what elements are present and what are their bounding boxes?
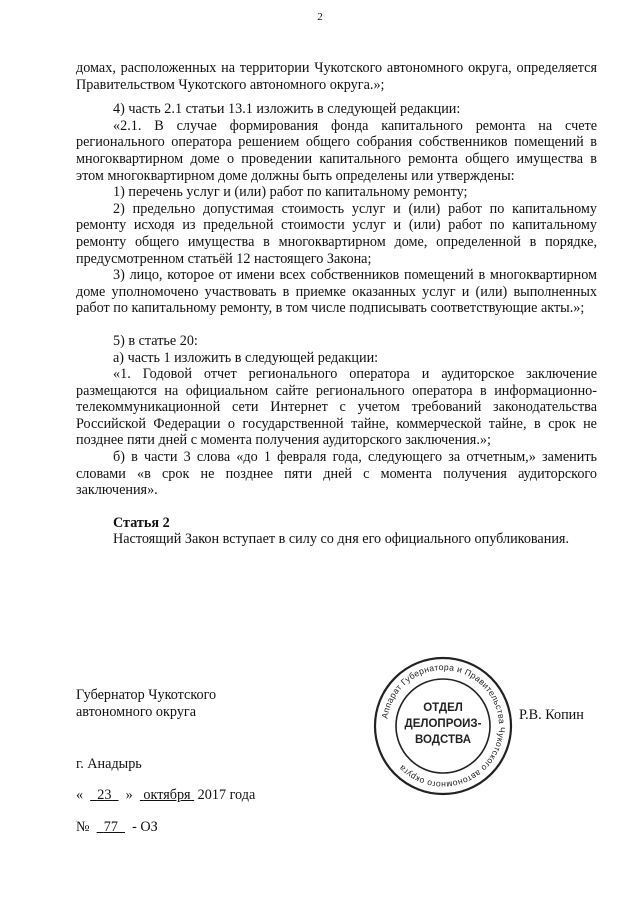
date-day: [90, 787, 118, 803]
paragraph: «1. Годовой отчет регионального оператора и аудиторское заключение размещаются на официальном сайте регионального оператора в информационно-телекоммуникационной сети Интернет с учетом требований законодательства Российской Федерации о государственной тайне, коммерческой тайне, в срок не позднее пяти дней с момента получения аудиторского заключения.»;: [76, 366, 597, 449]
paragraph: домах, расположенных на территории Чукотского автономного округа, определяется Правительством Чукотского автономного округа.»;: [76, 60, 597, 93]
law-number: [76, 819, 158, 836]
page-number: 2: [317, 11, 323, 23]
paragraph: 4) часть 2.1 статьи 13.1 изложить в следующей редакции:: [113, 101, 461, 118]
paragraph: «2.1. В случае формирования фонда капитального ремонта на счете регионального оператора решением общего собрания собственников помещений в многоквартирном доме о проведении капитального ремонта общего имущества в этом многоквартирном доме должны быть определены или утверждены:: [76, 117, 597, 184]
office-stamp: [372, 655, 514, 797]
paragraph: 3) лицо, которое от имени всех собственников помещений в многоквартирном доме уполномочено участвовать в приемке оказанных услуг и (или) выполненных работ по капитальному ремонту, в том числе подписывать соответствующие акты.»;: [76, 267, 597, 317]
law-number-field: [97, 819, 125, 835]
document-body: [76, 60, 597, 548]
signing-date: [76, 787, 255, 804]
date-year: 2017 года: [197, 787, 256, 803]
signatory-title: [76, 687, 276, 720]
stamp-line: ВОДСТВА: [414, 734, 472, 746]
paragraph: 1) перечень услуг и (или) работ по капитальному ремонту;: [113, 184, 468, 201]
law-number-value: 77: [103, 819, 118, 835]
law-number-suffix: - ОЗ: [132, 819, 158, 835]
paragraph: а) часть 1 изложить в следующей редакции:: [113, 349, 379, 366]
paragraph: б) в части 3 слова «до 1 февраля года, следующего за отчетным,» заменить словами «в срок не позднее пяти дней с момента получения аудиторского заключения».: [76, 449, 597, 499]
date-open-quote: «: [76, 787, 84, 803]
article-heading: Статья 2: [113, 514, 170, 531]
place-of-signing: г. Анадырь: [76, 756, 142, 772]
date-month-value: октября: [143, 787, 191, 803]
stamp-line: ДЕЛОПРОИЗ-: [404, 718, 482, 730]
date-close-quote: »: [125, 787, 133, 803]
paragraph: 2) предельно допустимая стоимость услуг и (или) работ по капитальному ремонту исходя из предельной стоимости услуг и (или) работ по капитальному ремонту общего имущества в многоквартирном доме, определенной в порядке, предусмотренном статьёй 12 настоящего Закона;: [76, 200, 597, 267]
stamp-line: ОТДЕЛ: [423, 702, 463, 714]
date-day-value: 23: [97, 787, 112, 803]
law-number-prefix: №: [76, 819, 90, 835]
signatory-title-line: автономного округа: [76, 703, 197, 720]
stamp-ring-text: Аппарат Губернатора и Правительства Чукотского автономного округа: [379, 661, 508, 791]
signatory-title-line: Губернатор Чукотского: [76, 687, 217, 703]
article-text: Настоящий Закон вступает в силу со дня его официального опубликования.: [113, 531, 569, 548]
signatory-name: Р.В. Копин: [519, 707, 584, 723]
paragraph: 5) в статье 20:: [113, 332, 198, 349]
date-month: [140, 787, 194, 803]
